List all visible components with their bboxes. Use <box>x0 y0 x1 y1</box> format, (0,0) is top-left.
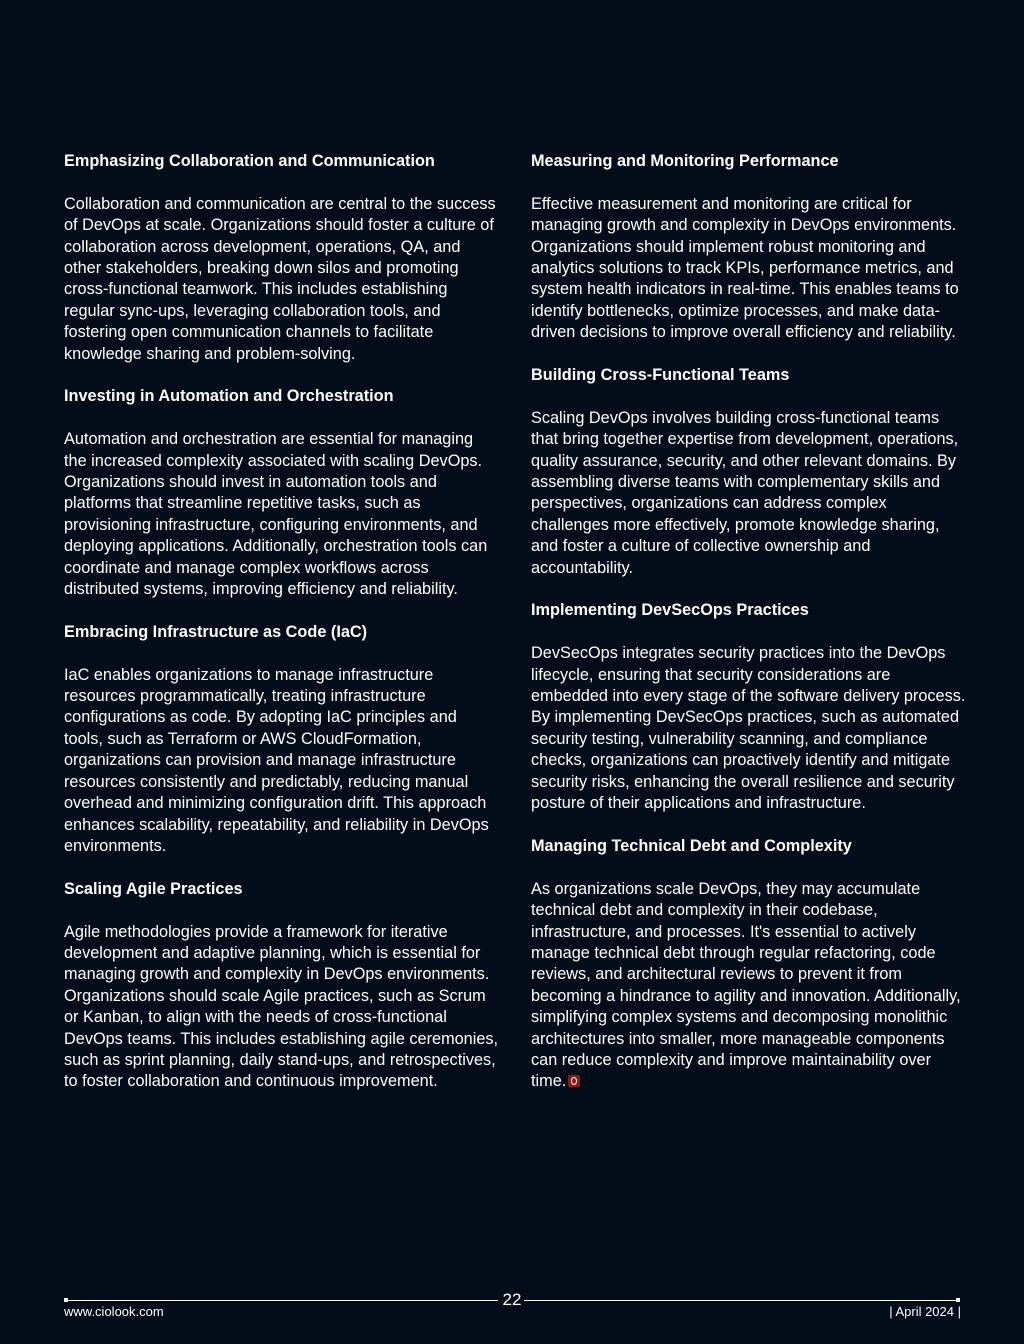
section-body <box>531 879 966 1093</box>
section-body: IaC enables organizations to manage infrastructure resources programmatically, treating infrastructure configurations as code. By adopting IaC principles and tools, such as Terraform or AWS CloudFormation, organizations can provision and manage infrastructure resources consistently and predictably, reducing manual overhead and minimizing configuration drift. This approach enhances scalability, repeatability, and reliability in DevOps environments. <box>64 665 489 855</box>
section-agile <box>64 879 499 1093</box>
footer-url: www.ciolook.com <box>64 1304 164 1319</box>
section-iac <box>64 622 499 857</box>
footer-rule-right <box>524 1300 958 1301</box>
section-heading: Investing in Automation and Orchestration <box>64 387 394 406</box>
section-body: Collaboration and communication are central to the success of DevOps at scale. Organizations should foster a culture of collaboration across development, operations, QA, and other stakeholders, breaking down silos and promoting cross-functional teamwork. This includes establishing regular sync-ups, leveraging collaboration tools, and fostering open communication channels to facilitate knowledge sharing and problem-solving. <box>64 194 496 363</box>
section-monitoring <box>531 151 966 344</box>
section-body-text: As organizations scale DevOps, they may accumulate technical debt and complexity in their codebase, infrastructure, and processes. It's essential to actively manage technical debt through regular refactoring, code reviews, and architectural reviews to prevent it from becoming a hindrance to agility and innovation. Additionally, simplifying complex systems and decomposing monolithic architectures into smaller, more manageable components can reduce complexity and improve maintainability over time. <box>531 879 961 1091</box>
section-heading: Scaling Agile Practices <box>64 879 243 898</box>
right-column <box>531 151 966 1114</box>
section-body: Effective measurement and monitoring are critical for managing growth and complexity in DevOps environments. Organizations should implement robust monitoring and analytics solutions to track KPIs, performance metrics, and system health indicators in real-time. This enables teams to identify bottlenecks, optimize processes, and make data-driven decisions to improve overall efficiency and reliability. <box>531 194 959 342</box>
section-body: Automation and orchestration are essential for managing the increased complexity associated with scaling DevOps. Organizations should invest in automation tools and platforms that streamline repetitive tasks, such as provisioning infrastructure, configuring environments, and deploying applications. Additionally, orchestration tools can coordinate and manage complex workflows across distributed systems, improving efficiency and reliability. <box>64 430 488 599</box>
footer-rule-left <box>66 1300 498 1301</box>
section-heading: Building Cross-Functional Teams <box>531 366 790 385</box>
section-heading: Implementing DevSecOps Practices <box>531 601 809 620</box>
footer-date: | April 2024 | <box>889 1304 961 1319</box>
section-technical-debt <box>531 836 966 1093</box>
article-end-icon <box>568 1075 580 1087</box>
section-automation <box>64 386 499 600</box>
section-heading: Managing Technical Debt and Complexity <box>531 836 852 855</box>
section-cross-functional <box>531 365 966 579</box>
section-heading: Measuring and Monitoring Performance <box>531 152 839 170</box>
section-body: Agile methodologies provide a framework for iterative development and adaptive planning, which is essential for managing growth and complexity in DevOps environments. Organizations should scale Agile practices, such as Scrum or Kanban, to align with the needs of cross-functional DevOps teams. This includes establishing agile ceremonies, such as sprint planning, daily stand-ups, and retrospectives, to foster collaboration and continuous improvement. <box>64 922 499 1091</box>
section-body: Scaling DevOps involves building cross-functional teams that bring together expertise from development, operations, quality assurance, security, and other relevant domains. By assembling diverse teams with complementary skills and perspectives, organizations can address complex challenges more effectively, promote knowledge sharing, and foster a culture of collective ownership and accountability. <box>531 408 959 577</box>
footer-dot-right <box>956 1298 960 1302</box>
left-column <box>64 151 499 1114</box>
section-devsecops <box>531 600 966 814</box>
section-collaboration <box>64 151 499 365</box>
section-heading: Embracing Infrastructure as Code (IaC) <box>64 622 368 641</box>
section-body: DevSecOps integrates security practices into the DevOps lifecycle, ensuring that security considerations are embedded into every stage of the software delivery process. By implementing DevSecOps practices, such as automated security testing, vulnerability scanning, and compliance checks, organizations can proactively identify and mitigate security risks, enhancing the overall resilience and security posture of their applications and infrastructure. <box>531 644 966 813</box>
page-number: 22 <box>502 1290 522 1309</box>
section-heading: Emphasizing Collaboration and Communication <box>64 152 435 170</box>
